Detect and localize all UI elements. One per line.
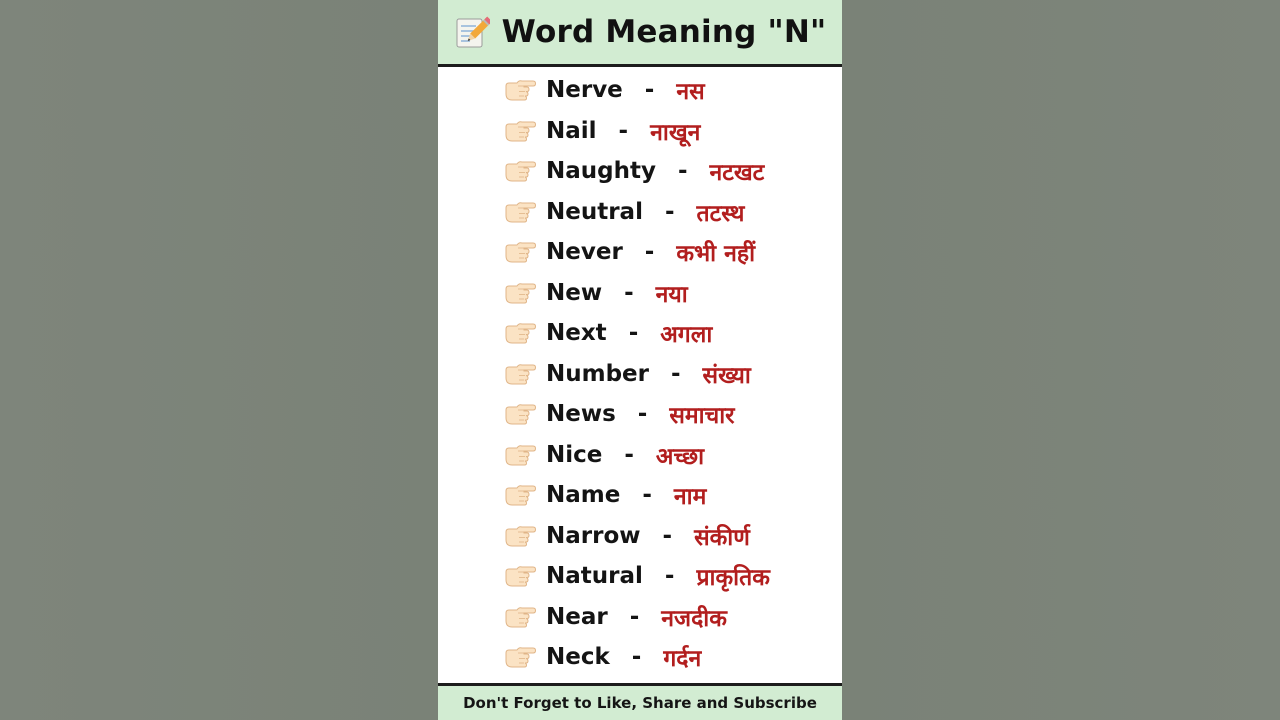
list-item xyxy=(438,516,842,557)
separator-dash: - xyxy=(644,77,655,104)
background-right xyxy=(842,0,1280,720)
english-word: Naughty xyxy=(546,158,656,185)
pointing-hand-icon xyxy=(504,401,536,427)
background-left xyxy=(0,0,438,720)
hindi-meaning: गर्दन xyxy=(663,646,702,673)
english-word: Narrow xyxy=(546,522,641,549)
list-item xyxy=(438,475,842,516)
list-item xyxy=(438,192,842,233)
hindi-meaning: कभी नहीं xyxy=(676,241,756,268)
hindi-meaning: प्राकृतिक xyxy=(696,565,770,592)
english-word: Nice xyxy=(546,441,603,468)
pointing-hand-icon xyxy=(504,118,536,144)
footer-text: Don't Forget to Like, Share and Subscribe xyxy=(463,694,817,712)
separator-dash: - xyxy=(618,117,629,144)
hindi-meaning: नाखून xyxy=(650,119,701,146)
pointing-hand-icon xyxy=(504,239,536,265)
pointing-hand-icon xyxy=(504,644,536,670)
memo-pencil-icon xyxy=(454,14,490,50)
english-word: Never xyxy=(546,239,623,266)
list-item xyxy=(438,151,842,192)
hindi-meaning: नया xyxy=(655,281,688,308)
english-word: New xyxy=(546,279,603,306)
list-item xyxy=(438,111,842,152)
english-word: Number xyxy=(546,360,649,387)
english-word: Next xyxy=(546,320,607,347)
header-banner xyxy=(438,0,842,67)
english-word: Near xyxy=(546,603,608,630)
page-title: Word Meaning "N" xyxy=(501,14,827,50)
pointing-hand-icon xyxy=(504,280,536,306)
separator-dash: - xyxy=(644,239,655,266)
list-item xyxy=(438,597,842,638)
separator-dash: - xyxy=(628,320,639,347)
separator-dash: - xyxy=(624,279,634,306)
hindi-meaning: नस xyxy=(676,79,705,106)
hindi-meaning: संकीर्ण xyxy=(694,524,750,551)
pointing-hand-icon xyxy=(504,361,536,387)
separator-dash: - xyxy=(677,158,688,185)
pointing-hand-icon xyxy=(504,563,536,589)
pointing-hand-icon xyxy=(504,158,536,184)
separator-dash: - xyxy=(664,563,675,590)
hindi-meaning: संख्या xyxy=(702,362,751,389)
pointing-hand-icon xyxy=(504,442,536,468)
pointing-hand-icon xyxy=(504,482,536,508)
list-item xyxy=(438,435,842,476)
hindi-meaning: नाम xyxy=(673,484,707,511)
english-word: Neck xyxy=(546,644,610,671)
english-word: News xyxy=(546,401,616,428)
list-item xyxy=(438,637,842,678)
separator-dash: - xyxy=(624,441,634,468)
separator-dash: - xyxy=(642,482,652,509)
separator-dash: - xyxy=(671,360,681,387)
english-word: Nail xyxy=(546,117,597,144)
word-meaning-card xyxy=(438,0,842,720)
list-item xyxy=(438,394,842,435)
separator-dash: - xyxy=(631,644,642,671)
list-item xyxy=(438,70,842,111)
pointing-hand-icon xyxy=(504,523,536,549)
separator-dash: - xyxy=(629,603,640,630)
hindi-meaning: अगला xyxy=(660,322,713,349)
list-item xyxy=(438,354,842,395)
english-word: Neutral xyxy=(546,198,643,225)
hindi-meaning: तटस्थ xyxy=(696,200,745,227)
list-item xyxy=(438,273,842,314)
list-item xyxy=(438,556,842,597)
hindi-meaning: नटखट xyxy=(709,160,765,187)
list-item xyxy=(438,313,842,354)
english-word: Name xyxy=(546,482,621,509)
separator-dash: - xyxy=(637,401,648,428)
english-word: Natural xyxy=(546,563,643,590)
separator-dash: - xyxy=(664,198,675,225)
hindi-meaning: समाचार xyxy=(669,403,735,430)
english-word: Nerve xyxy=(546,77,623,104)
pointing-hand-icon xyxy=(504,77,536,103)
pointing-hand-icon xyxy=(504,199,536,225)
pointing-hand-icon xyxy=(504,604,536,630)
separator-dash: - xyxy=(662,522,673,549)
hindi-meaning: नजदीक xyxy=(661,605,727,632)
word-list xyxy=(438,70,842,678)
list-item xyxy=(438,232,842,273)
hindi-meaning: अच्छा xyxy=(655,443,705,470)
footer-banner xyxy=(438,683,842,720)
pointing-hand-icon xyxy=(504,320,536,346)
